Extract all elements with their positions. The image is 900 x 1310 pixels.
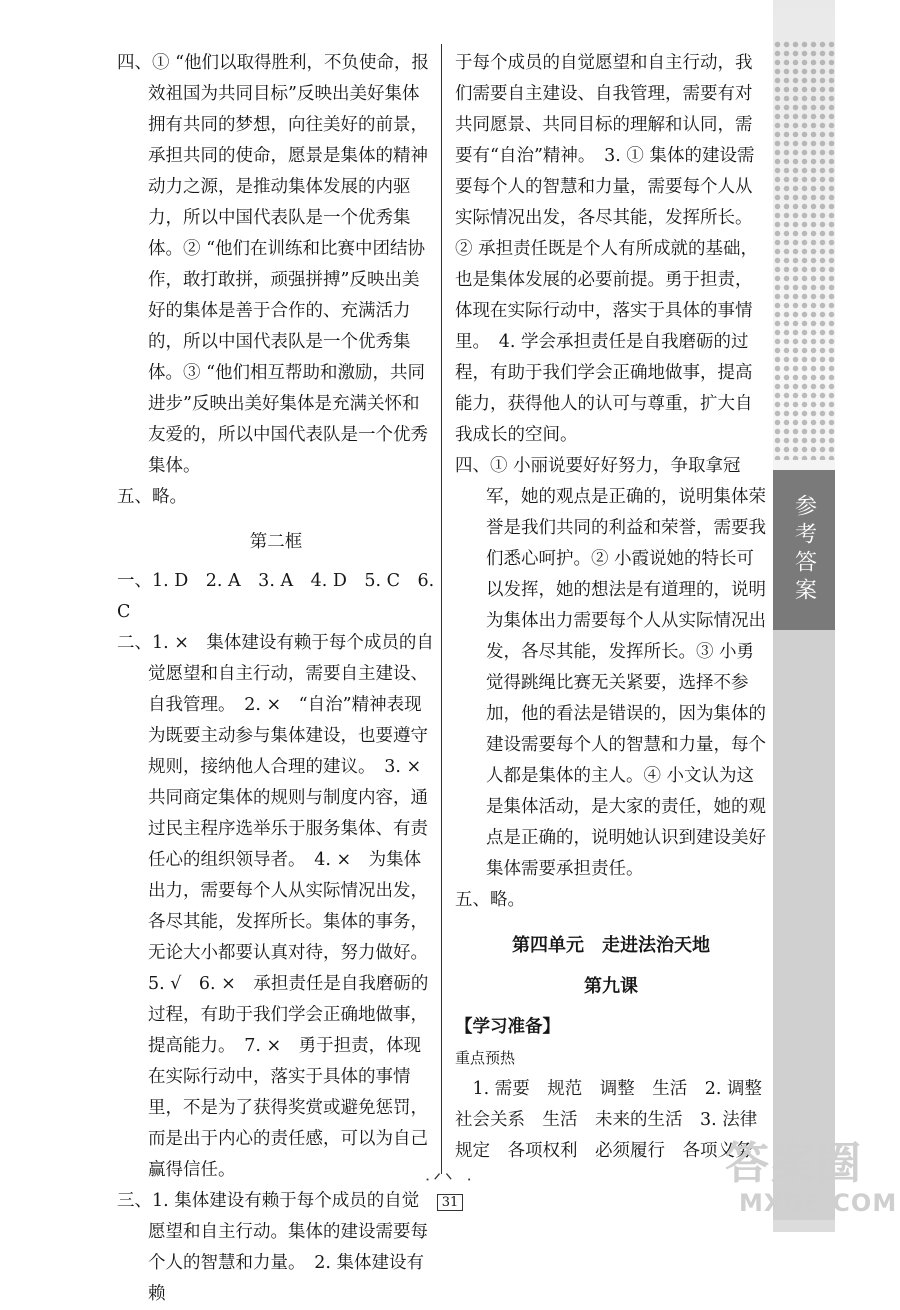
answer-block-4: 四、① “他们以取得胜利，不负使命，报效祖国为共同目标”反映出美好集体拥有共同的梦想，向往美好的前景，承担共同的使命，愿景是集体的精神动力之源，是推动集体发展的内驱力，所以中国代表队是一个优秀集体。② “他们在训练和比赛中团结协作，敢打敢拼，顽强拼搏”反映出美好的集体是善于合作的、充满活力的，所以中国代表队是一个优秀集体。③ “他们相互帮助和激励，共同进步”反映出美好集体是充满关怀和友爱的，所以中国代表队是一个优秀集体。 xyxy=(117,53,430,476)
page-footer xyxy=(400,1170,500,1220)
column-divider xyxy=(441,44,442,1174)
answer-tab-label: 参考答案 xyxy=(791,494,817,606)
answer-block-4b: 四、① 小丽说要好好努力，争取拿冠军，她的观点是正确的，说明集体荣誉是我们共同的利益和荣誉，需要我们悉心呵护。② 小霞说她的特长可以发挥，她的想法是有道理的，说明为集体出力需要每个人从实际情况出发，各尽其能，发挥所长。③ 小勇觉得跳绳比赛无关紧要，选择不参加，他的看法是错误的，因为集体的建设需要每个人的智慧和力量，每个人都是集体的主人。④ 小文认为这是集体活动，是大家的责任，她的观点是正确的，说明她认识到建设美好集体需要承担责任。 xyxy=(455,456,766,879)
answer-block-5: 五、略。 xyxy=(117,487,187,507)
answer-block-1: 一、1. D 2. A 3. A 4. D 5. C 6. C xyxy=(117,571,435,622)
watermark-logo xyxy=(725,1138,898,1230)
lesson-heading: 第九课 xyxy=(584,976,638,997)
study-prep-heading: 【学习准备】 xyxy=(455,1017,560,1037)
answer-block-3: 三、1. 集体建设有赖于每个成员的自觉愿望和自主行动。集体的建设需要每个人的智慧和力量。 2. 集体建设有赖 xyxy=(117,1191,428,1304)
answer-block-2: 二、1. × 集体建设有赖于每个成员的自觉愿望和自主行动，需要自主建设、自我管理。 2. × “自治”精神表现为既要主动参与集体建设，也要遵守规则，接纳他人合理的建议。 3. × 共同商定集体的规则与制度内容，通过民主程序选举乐于服务集体、有责任心的组织领导者。 4. × 为集体出力，需要每个人从实际情况出发，各尽其能，发挥所长。集体的事务，无论大小都要认真对待，努力做好。 5. √ 6. × 承担责任是自我磨砺的过程，有助于我们学会正确地做事，提高能力。 7. × 勇于担责，体现在实际行动中，落实于具体的事情里，不是为了获得奖赏或避免惩罚，而是出于内心的责任感，可以为自己赢得信任。 xyxy=(117,633,439,1180)
answer-block-5b: 五、略。 xyxy=(455,890,525,910)
watermark-line2: MXQE.COM xyxy=(739,1189,898,1217)
footer-ornament: ᐧᐟᐠ ᐧ xyxy=(424,1170,476,1191)
key-preview-answers: 1. 需要 规范 调整 生活 2. 调整社会关系 生活 未来的生活 3. 法律规定 各项权利 必须履行 各项义务 xyxy=(455,1079,763,1161)
answer-tab xyxy=(773,470,835,630)
sidebar-band xyxy=(773,630,835,1220)
halftone-pattern xyxy=(773,40,835,460)
page-number: 31 xyxy=(437,1194,464,1211)
key-preview-label: 重点预热 xyxy=(455,1049,516,1067)
left-column xyxy=(117,48,439,1310)
section-heading: 第二框 xyxy=(249,532,303,552)
watermark-line1: 答案圈 xyxy=(725,1138,863,1189)
answer-block-continued: 于每个成员的自觉愿望和自主行动，我们需要自主建设、自我管理，需要有对共同愿景、共同目标的理解和认同，需要有“自治”精神。 3. ① 集体的建设需要每个人的智慧和力量，需要每个人从实际情况出发，各尽其能，发挥所长。② 承担责任既是个人有所成就的基础，也是集体发展的必要前提。勇于担责，体现在实际行动中，落实于具体的事情里。 4. 学会承担责任是自我磨砺的过程，有助于我们学会正确地做事，提高能力，获得他人的认可与尊重，扩大自我成长的空间。 xyxy=(455,53,759,445)
right-column xyxy=(455,48,767,1167)
unit-heading: 第四单元 走进法治天地 xyxy=(512,935,710,956)
